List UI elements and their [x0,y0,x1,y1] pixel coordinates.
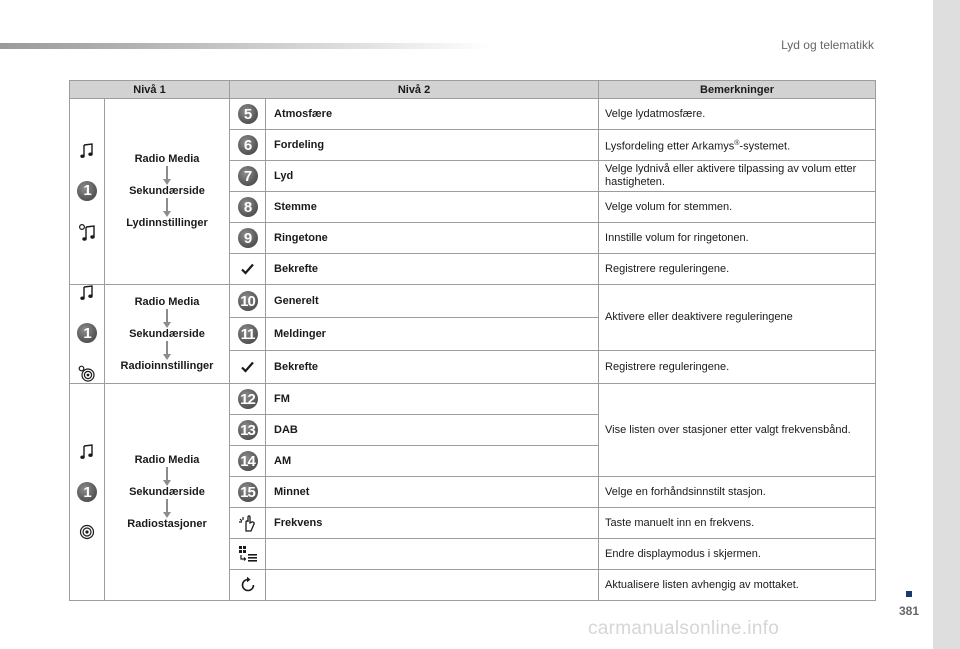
row-label: Minnet [266,477,599,508]
hand-tune-icon [237,514,259,532]
path-step: Radio Media [134,453,200,466]
row-remark: Registrere reguleringene. [599,351,876,384]
table-row [70,285,876,318]
step-badge: 12 [238,389,258,409]
arrow-down-icon [163,499,171,518]
music-note-icon [80,143,94,159]
header-decor-bar [0,43,490,49]
row-remark: Lysfordeling etter Arkamys®-systemet. [599,130,876,161]
row-remark: Innstille volum for ringetonen. [599,223,876,254]
radio-station-icon [79,524,95,540]
row-label: FM [266,384,599,415]
row-remark: Vise listen over stasjoner etter valgt frekvensbånd. [599,384,876,477]
row-remark: Velge volum for stemmen. [599,192,876,223]
row-remark: Velge lydatmosfære. [599,99,876,130]
path-step: Radiostasjoner [127,517,207,530]
row-label: Bekrefte [266,254,599,285]
table-row [70,99,876,130]
step-badge: 1 [77,323,97,343]
header-level2: Nivå 2 [230,81,599,99]
music-note-icon [80,285,94,301]
group-icons [70,285,105,384]
watermark: carmanualsonline.info [588,618,780,639]
step-badge: 1 [77,181,97,201]
row-label: Lyd [266,161,599,192]
step-badge: 7 [238,166,258,186]
group-icons [70,384,105,601]
row-label: Generelt [266,285,599,318]
row-remark: Aktualisere listen avhengig av mottaket. [599,570,876,601]
radio-settings-icon [78,365,96,383]
section-title: Lyd og telematikk [781,38,874,52]
row-remark: Endre displaymodus i skjermen. [599,539,876,570]
row-label: Atmosfære [266,99,599,130]
music-note-icon [80,444,94,460]
path-step: Radioinnstillinger [120,359,214,372]
nav-path [105,384,230,601]
arrow-down-icon [163,309,171,328]
header-remarks: Bemerkninger [599,81,876,99]
path-step: Sekundærside [129,185,205,197]
row-label: Stemme [266,192,599,223]
step-badge: 14 [238,451,258,471]
step-badge: 10 [238,291,258,311]
page-number: 381 [899,604,920,618]
step-badge: 5 [238,104,258,124]
path-step: Sekundærside [129,327,205,340]
row-label: Fordeling [266,130,599,161]
arrow-down-icon [163,166,171,185]
nav-path [105,285,230,384]
path-step: Sekundærside [129,485,205,498]
row-label: DAB [266,415,599,446]
row-remark: Velge en forhåndsinnstilt stasjon. [599,477,876,508]
path-step: Radio Media [134,295,200,308]
step-badge: 9 [238,228,258,248]
audio-settings-icon [78,223,96,241]
row-remark: Registrere reguleringene. [599,254,876,285]
row-label: Meldinger [266,318,599,351]
header-level1: Nivå 1 [70,81,230,99]
refresh-icon [239,576,257,594]
table-header-row [70,81,876,99]
row-remark: Taste manuelt inn en frekvens. [599,508,876,539]
side-band [933,0,960,649]
step-badge: 13 [238,420,258,440]
settings-table [69,80,876,601]
table-row [70,384,876,415]
arrow-down-icon [163,198,171,217]
row-remark: Velge lydnivå eller aktivere tilpassing av volum etter hastigheten. [599,161,876,192]
path-step: Lydinnstillinger [126,217,208,229]
row-label: Frekvens [266,508,599,539]
row-label: AM [266,446,599,477]
step-badge: 15 [238,482,258,502]
path-step: Radio Media [134,153,200,165]
checkmark-icon [241,263,254,275]
row-remark: Aktivere eller deaktivere reguleringene [599,285,876,351]
checkmark-icon [241,361,254,373]
display-mode-icon [238,545,258,563]
row-label: Bekrefte [266,351,599,384]
row-label [266,570,599,601]
continue-marker [906,591,912,597]
step-badge: 6 [238,135,258,155]
step-badge: 11 [238,324,258,344]
arrow-down-icon [163,341,171,360]
row-label [266,539,599,570]
group-icons [70,99,105,285]
arrow-down-icon [163,467,171,486]
nav-path [105,99,230,285]
step-badge: 8 [238,197,258,217]
step-badge: 1 [77,482,97,502]
row-label: Ringetone [266,223,599,254]
